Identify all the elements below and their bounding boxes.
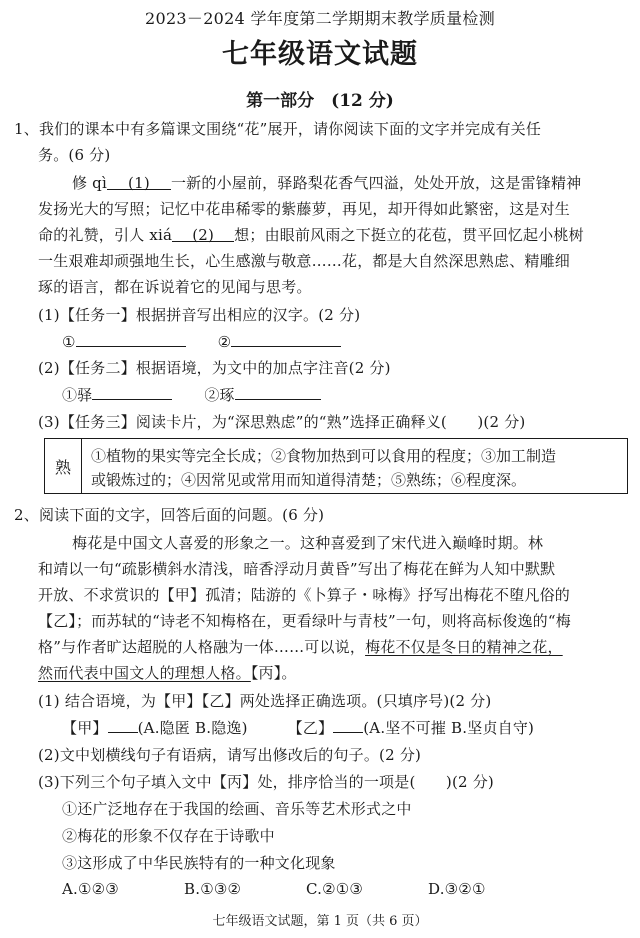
- definition-card-key: 熟: [45, 439, 82, 493]
- q2-sub1-label-jia: 【甲】: [62, 719, 108, 737]
- section-heading: 第一部分 (12 分): [246, 91, 394, 111]
- q1-passage-line1-rest: 一新的小屋前，驿路梨花香气四溢，处处开放，这是雷锋精神: [170, 174, 582, 192]
- exam-header: 2023－2024 学年度第二学期期末教学质量检测: [144, 9, 496, 28]
- q1-task2-label-a: ①驿: [62, 386, 93, 404]
- q1-passage-line3-rest: 想；由眼前风雨之下挺立的花苞，贯平回忆起小桃树: [234, 226, 584, 244]
- q2-option-b[interactable]: B.①③②: [184, 880, 242, 898]
- q1-stem-line1: 1、我们的课本中有多篇课文围绕“花”展开，请你阅读下面的文字并完成有关任: [14, 120, 542, 138]
- q1-stem-line2: 务。(6 分): [38, 146, 111, 164]
- q2-stem: 2、阅读下面的文字，回答后面的问题。(6 分): [14, 506, 325, 524]
- q1-task1-blank-b[interactable]: [231, 331, 341, 347]
- q2-sentence-2: ②梅花的形象不仅存在于诗歌中: [62, 827, 275, 845]
- q1-task1-blank-a[interactable]: [76, 331, 186, 347]
- q1-task1-label-a: ①: [62, 333, 76, 351]
- q2-sentence-3: ③这形成了中华民族特有的一种文化现象: [62, 854, 336, 872]
- q2-sub3: (3)下列三个句子填入文中【丙】处，排序恰当的一项是( )(2 分): [38, 773, 494, 791]
- q2-sentence-1: ①还广泛地存在于我国的绘画、音乐等艺术形式之中: [62, 800, 412, 818]
- q2-sub1-blank-jia[interactable]: [108, 717, 138, 733]
- definition-card: [44, 438, 628, 494]
- q2-sub1-options: [62, 717, 534, 738]
- q2-passage-line3: 开放、不求赏识的【甲】孤清；陆游的《卜算子・咏梅》抒写出梅花不堕凡俗的: [38, 586, 571, 604]
- q1-passage-line1: [72, 172, 581, 193]
- q2-sub1-label-yi: 【乙】: [287, 719, 334, 737]
- page-title: 七年级语文试题: [222, 39, 418, 70]
- q1-task2: (2)【任务二】根据语境，为文中的加点字注音(2 分): [38, 359, 391, 377]
- q2-passage-line5-start: 格”与作者旷达超脱的人格融为一体……可以说，: [38, 638, 366, 656]
- q1-passage-line5: 琢的语言，都在诉说着它的见闻与思考。: [38, 278, 312, 296]
- q1-blank-2[interactable]: (2): [172, 226, 234, 242]
- q1-passage-line4: 一生艰难却顽强地生长，心生感激与敬意……花，都是大自然深思熟虑、精雕细: [38, 252, 571, 270]
- q2-underlined-sentence-part2: 然而代表中国文人的理想人格。: [38, 664, 251, 682]
- q1-task2-blank-b[interactable]: [235, 384, 321, 400]
- q2-sub1: (1) 结合语境，为【甲】【乙】两处选择正确选项。(只填序号)(2 分): [38, 692, 492, 710]
- q2-passage-line5: [38, 636, 563, 657]
- q1-task2-blank-a[interactable]: [92, 384, 172, 400]
- q1-task2-label-b: ②琢: [204, 386, 235, 404]
- q1-task1: (1)【任务一】根据拼音写出相应的汉字。(2 分): [38, 306, 361, 324]
- q2-passage-line1: 梅花是中国文人喜爱的形象之一。这种喜爱到了宋代进入巅峰时期。林: [72, 534, 544, 552]
- q1-task3: (3)【任务三】阅读卡片，为“深思熟虑”的“熟”选择正确释义( )(2 分): [38, 413, 526, 431]
- q2-option-a[interactable]: A.①②③: [62, 880, 119, 898]
- q1-passage-line2: 发扬光大的写照；记忆中花串稀零的紫藤萝，再见，却开得如此繁密，这是对生: [38, 200, 571, 218]
- q1-task2-answers: [62, 384, 321, 405]
- q2-passage-line2: 和靖以一句“疏影横斜水清浅，暗香浮动月黄昏”写出了梅花在鲜为人知中默默: [38, 560, 556, 578]
- q2-option-c[interactable]: C.②①③: [306, 880, 364, 898]
- q2-passage-line4: 【乙】；而苏轼的“诗老不知梅格在，更看绿叶与青枝”一句，则将高标俊逸的“梅: [38, 612, 571, 630]
- q1-task1-label-b: ②: [217, 333, 232, 351]
- page-footer: 七年级语文试题，第 1 页（共 6 页）: [212, 914, 428, 929]
- q1-blank-1[interactable]: (1): [107, 174, 171, 190]
- q2-underlined-sentence-part1: 梅花不仅是冬日的精神之花，: [365, 638, 563, 656]
- q2-passage-line6: [38, 662, 297, 683]
- q2-bing-marker: 【丙】。: [250, 664, 297, 682]
- q1-passage-line3: [38, 224, 584, 245]
- q1-pinyin-qi: 修 qì: [72, 174, 107, 192]
- q1-task1-answers: [62, 331, 341, 351]
- q2-sub1-blank-yi[interactable]: [333, 717, 363, 733]
- definition-card-line2: 或锻炼过的；④因常见或常用而知道得清楚；⑤熟练；⑥程度深。: [91, 471, 527, 489]
- q2-option-d[interactable]: D.③②①: [428, 880, 486, 898]
- q2-sub1-opts-jia: (A.隐匿 B.隐逸): [137, 719, 248, 737]
- q2-sub1-opts-yi: (A.坚不可摧 B.坚贞自守): [363, 719, 535, 737]
- q1-pinyin-xia: 命的礼赞，引人 xiá: [38, 226, 173, 244]
- definition-card-line1: ①植物的果实等完全长成；②食物加热到可以食用的程度；③加工制造: [91, 447, 557, 465]
- q2-sub2: (2)文中划横线句子有语病，请写出修改后的句子。(2 分): [38, 746, 422, 764]
